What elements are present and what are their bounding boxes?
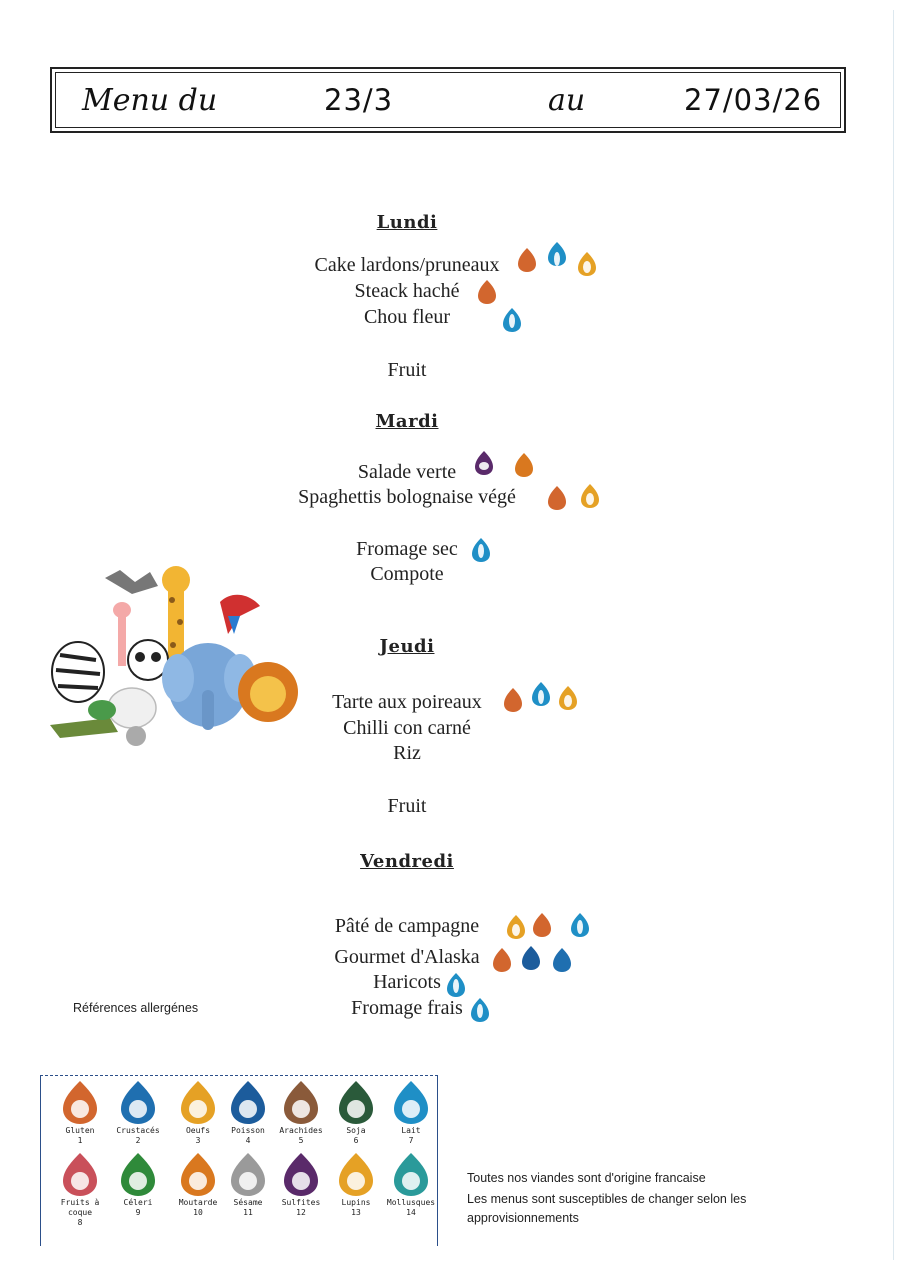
legend-item [172, 1150, 224, 1218]
fish-icon [522, 946, 540, 970]
dish-cake: Cake lardons/pruneaux [314, 254, 500, 276]
dish-fromage-frais: Fromage frais [351, 997, 463, 1019]
crab-icon [118, 1078, 158, 1126]
legend-number: 13 [351, 1208, 361, 1217]
note-meat-origin: Toutes nos viandes sont d'origine francaise [467, 1171, 706, 1185]
legend-item [330, 1078, 382, 1146]
dish-riz: Riz [393, 742, 421, 764]
legend-label: Moutarde [178, 1198, 218, 1207]
legend-number: 11 [243, 1208, 253, 1217]
legend-number: 8 [77, 1218, 83, 1227]
legend-number: 9 [135, 1208, 141, 1217]
sesame-icon [228, 1150, 268, 1198]
legend-label: Céleri [123, 1198, 153, 1207]
sulfites-icon [281, 1150, 321, 1198]
legend-label: Arachides [279, 1126, 323, 1135]
legend-number: 3 [195, 1136, 201, 1145]
dish-salade: Salade verte [357, 461, 457, 483]
legend-item [172, 1078, 224, 1146]
soy-icon [336, 1078, 376, 1126]
legend-label: Lupins [341, 1198, 371, 1207]
animals-illustration [40, 560, 300, 760]
legend-item [385, 1150, 437, 1218]
legend-item [275, 1150, 327, 1218]
legend-item [54, 1150, 106, 1228]
wheat-icon [60, 1078, 100, 1126]
end-date: 27/03/26 [684, 83, 823, 117]
milk-icon [391, 1078, 431, 1126]
gluten-icon [533, 913, 551, 937]
gluten-icon [518, 248, 536, 272]
legend-number: 5 [298, 1136, 304, 1145]
lupin-icon [336, 1150, 376, 1198]
legend-label: Crustacés [116, 1126, 160, 1135]
egg-icon [178, 1078, 218, 1126]
gluten-icon [478, 280, 496, 304]
legend-label: Soja [346, 1126, 366, 1135]
legend-item [54, 1078, 106, 1146]
shell-icon [391, 1150, 431, 1198]
dish-gourmet: Gourmet d'Alaska [334, 946, 480, 968]
dish-compote: Compote [370, 563, 444, 585]
legend-label: Gluten [65, 1126, 95, 1135]
day-title-vendredi: Vendredi [360, 851, 454, 872]
legend-label: Fruits à coque [60, 1198, 100, 1217]
legend-item [385, 1078, 437, 1146]
legend-label: Oeufs [185, 1126, 211, 1135]
legend-item [222, 1150, 274, 1218]
dish-fromage-sec: Fromage sec [356, 538, 458, 560]
legend-item [112, 1078, 164, 1146]
celery-icon [118, 1150, 158, 1198]
legend-number: 12 [296, 1208, 306, 1217]
fish-icon [228, 1078, 268, 1126]
legend-number: 2 [135, 1136, 141, 1145]
note-menu-changes: Les menus sont susceptibles de changer selon les approvisionnements [467, 1192, 747, 1225]
gluten-icon [504, 688, 522, 712]
day-title-jeudi: Jeudi [379, 636, 435, 657]
nut-icon [60, 1150, 100, 1198]
mustard-icon [178, 1150, 218, 1198]
dish-steack: Steack haché [354, 280, 460, 302]
references-title: Références allergénes [73, 1001, 199, 1015]
legend-number: 4 [245, 1136, 251, 1145]
legend-number: 14 [406, 1208, 416, 1217]
dish-spaghettis: Spaghettis bolognaise végé [298, 486, 516, 508]
legend-item [330, 1150, 382, 1218]
day-title-mardi: Mardi [375, 411, 439, 432]
dish-fruit-lundi: Fruit [387, 359, 427, 381]
legend-number: 6 [353, 1136, 359, 1145]
legend-item [275, 1078, 327, 1146]
day-title-lundi: Lundi [376, 212, 438, 233]
legend-number: 1 [77, 1136, 83, 1145]
legend-label: Mollusques [386, 1198, 436, 1207]
legend-item [112, 1150, 164, 1218]
peanut-icon [281, 1078, 321, 1126]
legend-label: Poisson [231, 1126, 265, 1135]
dish-chou: Chou fleur [363, 306, 451, 328]
start-date: 23/3 [324, 83, 394, 117]
dish-fruit-jeudi: Fruit [387, 795, 427, 817]
crab-icon [553, 948, 571, 972]
au-label: au [548, 83, 586, 118]
dish-chilli: Chilli con carné [343, 717, 471, 739]
legend-label: Sulfites [281, 1198, 321, 1207]
legend-label: Sésame [233, 1198, 263, 1207]
legend-label: Lait [401, 1126, 421, 1135]
mustard-icon [515, 453, 533, 477]
gluten-icon [548, 486, 566, 510]
menu-du-label: Menu du [82, 83, 218, 118]
dish-haricots: Haricots [373, 971, 441, 993]
dish-tarte: Tarte aux poireaux [332, 691, 482, 713]
legend-number: 7 [408, 1136, 414, 1145]
legend-item [222, 1078, 274, 1146]
dish-pate: Pâté de campagne [334, 915, 480, 937]
gluten-icon [493, 948, 511, 972]
legend-number: 10 [193, 1208, 203, 1217]
